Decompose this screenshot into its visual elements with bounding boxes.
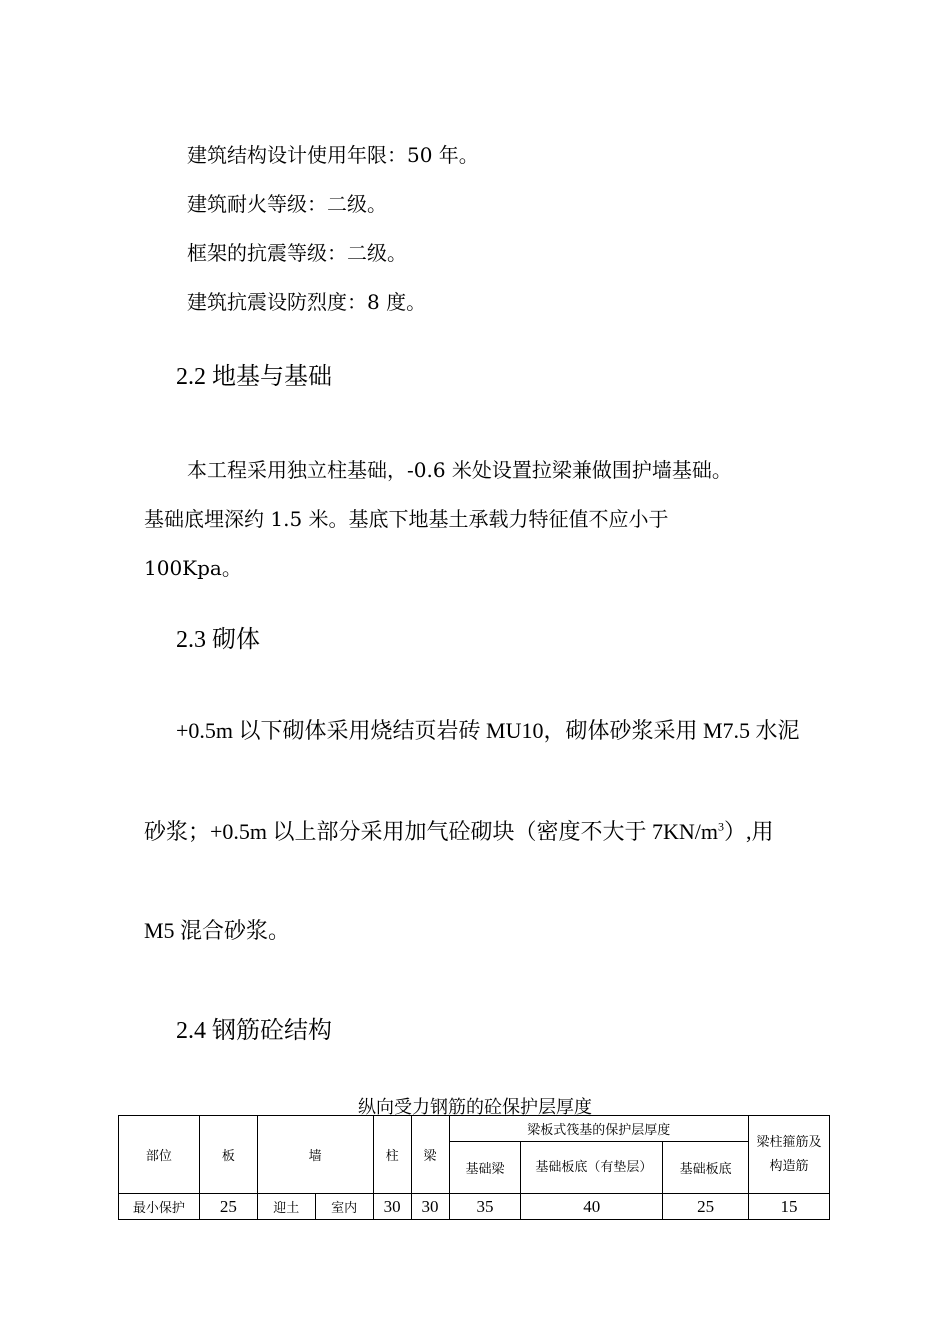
header-foundation-beam: 基础梁 [449, 1142, 521, 1194]
foundation-line-1: 本工程采用独立柱基础，-0.6 米处设置拉梁兼做围护墙基础。 [187, 458, 732, 482]
row-label-min-cover: 最小保护 [119, 1194, 200, 1220]
masonry-line-2-tail: ）,用 [724, 819, 774, 844]
masonry-line-1: +0.5m 以下砌体采用烧结页岩砖 MU10，砌体砂浆采用 M7.5 水泥 [176, 718, 800, 743]
design-item-2: 建筑耐火等级：二级。 [187, 192, 387, 216]
masonry-line-2-text: 砂浆；+0.5m 以上部分采用加气砼砌块（密度不大于 7KN/m [144, 819, 719, 844]
header-foundation-slab: 基础板底 [663, 1142, 749, 1194]
value-column: 30 [373, 1194, 411, 1220]
header-part: 部位 [119, 1116, 200, 1194]
value-foundation-slab-cushion: 40 [521, 1194, 663, 1220]
design-item-1: 建筑结构设计使用年限：50 年。 [187, 143, 479, 167]
masonry-line-3: M5 混合砂浆。 [144, 918, 291, 943]
header-slab: 板 [199, 1116, 257, 1194]
section-heading-2-2: 2.2 地基与基础 [176, 364, 332, 390]
value-slab: 25 [199, 1194, 257, 1220]
value-wall-soil: 迎土 [257, 1194, 315, 1220]
value-foundation-beam: 35 [449, 1194, 521, 1220]
masonry-line-2 [144, 815, 774, 846]
header-column: 柱 [373, 1116, 411, 1194]
design-item-4: 建筑抗震设防烈度：8 度。 [187, 290, 427, 314]
table-caption: 纵向受力钢筋的砼保护层厚度 [358, 1097, 592, 1117]
header-beam: 梁 [411, 1116, 449, 1194]
value-beam: 30 [411, 1194, 449, 1220]
header-wall: 墙 [257, 1116, 373, 1194]
header-stirrup: 梁柱箍筋及构造筋 [749, 1116, 830, 1194]
header-foundation-slab-cushion: 基础板底（有垫层） [521, 1142, 663, 1194]
superscript-3: 3 [718, 819, 725, 834]
section-heading-2-3: 2.3 砌体 [176, 627, 260, 653]
value-stirrup: 15 [749, 1194, 830, 1220]
foundation-line-3: 100Kpa。 [144, 556, 242, 580]
foundation-line-2: 基础底埋深约 1.5 米。基底下地基土承载力特征值不应小于 [144, 507, 669, 531]
header-raft-foundation: 梁板式筏基的保护层厚度 [449, 1116, 749, 1142]
value-foundation-slab: 25 [663, 1194, 749, 1220]
cover-thickness-table [118, 1115, 830, 1220]
section-heading-2-4: 2.4 钢筋砼结构 [176, 1018, 332, 1044]
value-wall-indoor: 室内 [315, 1194, 373, 1220]
design-item-3: 框架的抗震等级：二级。 [187, 241, 407, 265]
